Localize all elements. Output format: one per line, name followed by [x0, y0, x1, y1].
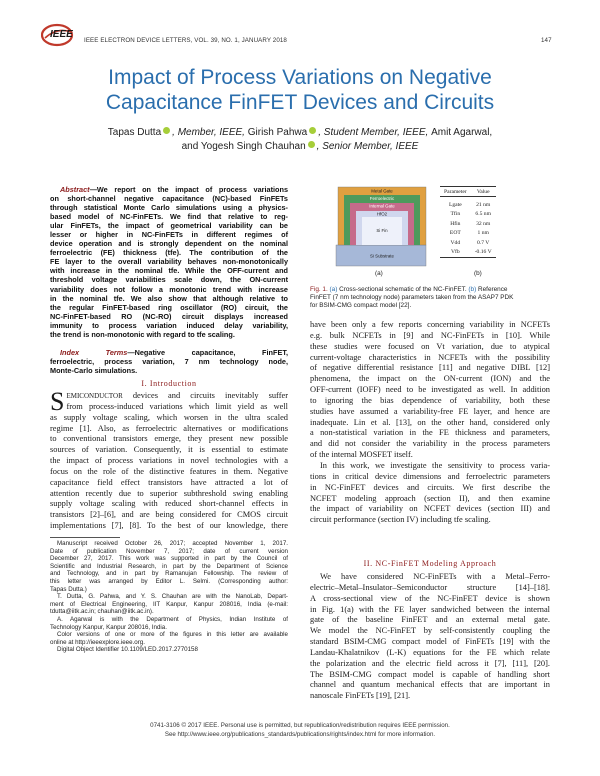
author-name: Tapas Dutta [107, 127, 162, 138]
body-line: current-voltage characteristics in NCFETs with the possibility [310, 352, 550, 362]
label-ferroelectric: Ferroelectric [369, 196, 395, 201]
caption-line [310, 286, 550, 294]
abstract-line [50, 285, 288, 294]
table-header: Parameter [444, 188, 467, 195]
intro-first-word: EMICONDUCTOR [66, 392, 123, 400]
intro-text: supply voltage scaling with reduced short-channel effects in [50, 499, 288, 509]
intro-line [50, 402, 288, 413]
intro-line [50, 445, 288, 456]
intro-text: as supply voltage scaling, which worsen in the ultra scaled [50, 412, 288, 422]
intro-text: to conventional transistors emerge, they present new possible [50, 434, 288, 444]
abstract-line [50, 185, 288, 194]
intro-line [50, 499, 288, 510]
intro-text: implementations [7], [8]. To the best of our knowledge, there [50, 521, 288, 531]
figure-1-caption [310, 286, 550, 310]
abstract-line [50, 275, 288, 284]
caption-text: Cross-sectional schematic of the NC-FinFET. [337, 286, 469, 293]
abstract-text: based model of NC-FinFETs. We find that relative to reg- [50, 212, 288, 222]
intro-line [50, 478, 288, 489]
model-line: We have considered NC-FinFETs with a Metal–Ferro- [320, 572, 550, 581]
model-line: A cross-sectional view of the NC-FinFET device is shown [310, 593, 550, 603]
footnote-line: Scientific and Industrial Research, in part by the Department of Science [50, 562, 288, 570]
body-line: of the internal MOSFET itself. [310, 450, 413, 460]
model-line: nanoscale FinFETs [19], [21]. [310, 691, 411, 701]
table-cell: 32 nm [476, 220, 491, 227]
intro-text: the impact of process variations in novel technologies with a [50, 456, 288, 466]
footnote-line: December 27, 2017. This work was supported in part by the Council of [50, 555, 288, 563]
index-terms-line [50, 357, 288, 366]
model-line: the polarization and the electric field across it [7], [11], [20]. [310, 658, 550, 668]
intro-text: devices and circuits inevitably suffer [122, 391, 288, 400]
model-line: Landau-Khalatnikov (L-K) equations for the FE which relate [310, 647, 550, 657]
nc-finfet-cross-section [334, 185, 432, 268]
table-cell: 1 nm [477, 230, 489, 237]
abstract-line [50, 303, 288, 312]
intro-line [50, 434, 288, 445]
table-cell: Hfin [450, 220, 461, 227]
index-terms [50, 348, 288, 375]
author-name: and Yogesh Singh Chauhan [181, 141, 306, 152]
author-role: , Member, IEEE, [172, 127, 248, 138]
intro-text: attention recently due to superior subthreshold swing enabling [50, 488, 288, 498]
body-line: circuit performance (section IV) including tfe scaling. [310, 515, 491, 525]
index-terms-text: Monte-Carlo simulations. [50, 366, 138, 376]
intro-line [50, 489, 288, 500]
page-number: 147 [541, 37, 552, 44]
caption-ref-b[interactable]: (b) [468, 286, 477, 293]
author-line [0, 126, 600, 140]
index-terms-text: ferroelectric, process variation, 7 nm technology node, [50, 357, 288, 367]
index-terms-text: —Negative capacitance, FinFET, [127, 348, 288, 357]
model-line: The BSIM-CMG compact model is capable of handling short [310, 669, 550, 679]
model-line: We model the NC-FinFET by self-consistently coupling the [310, 626, 550, 636]
body-line: inadequate. Lin et al. [13], on the other hand, considered only [310, 417, 550, 427]
abstract-text: ferroelectric (FE) thickness (tfe). The contribution of the [50, 248, 288, 258]
abstract-line [50, 203, 288, 212]
intro-line [50, 424, 288, 435]
table-cell: 21 nm [476, 202, 491, 209]
footnote-rule [50, 537, 120, 538]
body-line: e.g. bulk NCFETs in [9] and NC-FinFETs in [10]. While [310, 330, 550, 340]
model-line: gate of the baseline FinFET and an external metal gate. [310, 615, 550, 625]
index-terms-line [50, 348, 288, 357]
intro-line [50, 467, 288, 478]
table-row [440, 247, 496, 257]
abstract-text: NC-FinFET-based RO (NC-RO) circuit displays increased [50, 311, 288, 321]
author-role: , Student Member, IEEE, [318, 127, 432, 138]
body-line: studies have assumed a variability-free FE layer, and hence are [310, 406, 550, 416]
rights-line: See http://www.ieee.org/publications_standards/publications/rights/index.html for more information. [164, 731, 436, 738]
abstract-text: on short-channel negative capacitance (NC)-based FinFETs [50, 194, 288, 204]
abstract-line [50, 239, 288, 248]
intro-text: from process-induced variations which limit yield as well [66, 401, 288, 411]
label-metal-gate: Metal Gate [371, 188, 393, 194]
intro-text: sources of variation. Consequently, it is essential to estimate [50, 445, 288, 455]
table-cell: 6.5 nm [475, 211, 491, 218]
table-row [440, 219, 496, 228]
table-cell: 0.7 V [477, 239, 490, 246]
label-hfo2: HfO2 [376, 211, 388, 217]
table-header-row [440, 187, 496, 197]
footnote-line: ment of Electrical Engineering, IIT Kanpur, Kanpur 208016, India (e-mail: [50, 600, 288, 608]
table-cell: Vfb [450, 249, 460, 256]
abstract-line [50, 257, 288, 266]
table-cell: Lgate [448, 202, 462, 209]
label-internal-gate: Internal Gate [369, 203, 395, 209]
intro-text: capacitance field effect transistors have attracted a lot of [50, 477, 288, 487]
abstract-line [50, 330, 288, 339]
ieee-logo [41, 23, 81, 47]
intro-text: focus on the role of the distinctive features in them. Negative [50, 466, 288, 476]
index-terms-line [50, 366, 288, 375]
orcid-icon[interactable] [309, 127, 316, 134]
author-list [0, 126, 600, 154]
index-terms-lead: Index Terms [60, 348, 128, 357]
label-si-substrate: Si Substrate [370, 253, 394, 259]
body-line: NCFET modeling approach (section II), and then examine [310, 493, 550, 503]
body-line: have been only a few reports concerning variability in NCFETs [310, 320, 550, 329]
footnote-line: Manuscript received October 26, 2017; accepted November 1, 2017. [57, 540, 288, 547]
figure-1b-label: (b) [474, 270, 482, 277]
footnotes [50, 540, 288, 654]
abstract [50, 185, 288, 339]
abstract-text: ular FinFETs, the impact of geometrical variability can be [50, 221, 288, 231]
figure-1b-table [440, 186, 496, 258]
abstract-lead: Abstract [60, 185, 90, 194]
orcid-icon[interactable] [308, 141, 315, 148]
abstract-line [50, 230, 288, 239]
table-cell: -0.16 V [474, 249, 492, 256]
body-line: tions in critical device dimensions and ferroelectric parameters [310, 471, 550, 481]
model-line: in Fig. 1(a) with the FE layer sandwiched between the internal [310, 604, 550, 614]
abstract-text: through statistical Monte Carlo simulations using a physics- [50, 203, 288, 213]
title-line: Impact of Process Variations on Negative [108, 66, 492, 89]
caption-line: for BSIM-CMG compact model [22]. [310, 302, 412, 309]
caption-ref-a[interactable]: (a) [329, 286, 338, 293]
abstract-text: the regular FinFET-based ring oscillator (RO) circuit, the [50, 302, 288, 312]
footnote-line: Color versions of one or more of the figures in this letter are available [57, 631, 288, 639]
abstract-line [50, 248, 288, 257]
footnote-line: and Technology, and in part by Ramanujan Fellowship. The review of [50, 570, 288, 578]
body-line: of negative differential resistance [11] and negative DIBL [12] [310, 363, 550, 373]
table-row [440, 238, 496, 247]
table-cell: Tfin [450, 211, 461, 218]
model-line: standard BSIM-CMG compact model of FinFETs [19] with the [310, 637, 550, 647]
abstract-text: variability does not follow a monotonic trend with increase [50, 284, 288, 294]
intro-line [50, 456, 288, 467]
section-heading-introduction: I. Introduction [141, 379, 197, 388]
footnote-line: T. Dutta, G. Pahwa, and Y. S. Chauhan are with the NanoLab, Depart- [57, 593, 288, 601]
body-line: in NC-FinFET devices and circuits. We first describe the [310, 482, 550, 492]
footnote-line: Date of publication November 7, 2017; date of current version [50, 547, 288, 555]
abstract-text: FE layer to the overall variability behaves non-monotonically [50, 257, 288, 267]
abstract-text: immunity to process variation induced delay variability, [50, 320, 288, 330]
figure-1a-label: (a) [375, 270, 383, 277]
abstract-line [50, 321, 288, 330]
footnote-line: Digital Object Identifier 10.1109/LED.2017.2770158 [57, 646, 198, 654]
body-line: In this work, we investigate the sensitivity to process varia- [320, 460, 550, 470]
footnote-line: Tapas Dutta.) [50, 585, 87, 593]
caption-text: Reference [476, 286, 508, 293]
footnote-line: this letter was arranged by Editor L. Selmi. (Corresponding author: [50, 577, 288, 585]
body-line: and did not consider the variability in the process parameters [310, 439, 550, 449]
orcid-icon[interactable] [163, 127, 170, 134]
drop-cap: S [50, 387, 65, 416]
abstract-line [50, 194, 288, 203]
table-header: Value [476, 188, 490, 195]
abstract-text: —We report on the impact of process variations [89, 185, 288, 194]
footnote-line: Technology Kanpur, Kanpur 208016, India. [50, 623, 167, 631]
intro-line [50, 521, 288, 532]
footnote-line: A. Agarwal is with the Department of Physics, Indian Institute of [57, 615, 288, 623]
author-name: Girish Pahwa [247, 127, 308, 138]
body-line: phenomena, the impact on the ON-current (ION) and the [310, 374, 550, 384]
body-line: to ignoring the bias dependence of variability, both these [310, 395, 550, 405]
abstract-text: lesser or higher in NC-FinFETs in different regimes of [50, 230, 288, 240]
table-cell: Vdd [450, 239, 461, 246]
title-line: Capacitance FinFET Devices and Circuits [105, 91, 495, 114]
abstract-text: device operation and is strongly dependent on the nominal [50, 239, 288, 249]
intro-line [50, 391, 288, 402]
model-line: channel and quantum mechanical effects that are important in [310, 680, 550, 690]
introduction-text [50, 387, 288, 532]
caption-label: Fig. 1. [310, 286, 328, 293]
abstract-line [50, 312, 288, 321]
copyright-line: 0741-3106 © 2017 IEEE. Personal use is permitted, but republication/redistribution requires IEEE permission. [150, 722, 450, 729]
caption-line: FinFET (7 nm technology node) parameters taken from the ASAP7 PDK [310, 294, 514, 301]
figure-1a-schematic [334, 185, 432, 268]
right-column-text [310, 320, 550, 526]
paper-title [0, 65, 600, 115]
author-name: Amit Agarwal, [431, 127, 493, 138]
footnote-line: tdutta@iitk.ac.in; chauhan@iitk.ac.in). [50, 608, 154, 616]
abstract-text: in the nominal tfe. We also show that although relative to [50, 293, 288, 303]
body-line: the impact of variability on NCFET devices (section III) and [310, 504, 550, 514]
author-role: , Senior Member, IEEE [316, 141, 419, 152]
abstract-line [50, 221, 288, 230]
footnote-line: online at http://ieeexplore.ieee.org. [50, 638, 145, 646]
abstract-line [50, 266, 288, 275]
abstract-text: threshold voltage variabilities scale down, the ON-current [50, 275, 288, 285]
table-row [440, 197, 496, 210]
abstract-text: with increase in the nominal tfe. While the OFF-current and [50, 266, 288, 276]
table-row [440, 210, 496, 219]
author-line [0, 140, 600, 154]
abstract-line [50, 294, 288, 303]
parameter-table [440, 186, 496, 258]
abstract-line [50, 212, 288, 221]
label-si-fin: Si Fin [376, 228, 388, 233]
body-line: these studies were focused on Vt variation, due to atypical [310, 341, 550, 351]
intro-text: regime [1]. Also, as ferroelectric alternatives or modifications [50, 423, 288, 433]
model-line: electric–Metal–Insulator–Semiconductor structure [14]–[18]. [310, 582, 550, 592]
journal-header: IEEE ELECTRON DEVICE LETTERS, VOL. 39, NO. 1, JANUARY 2018 [84, 37, 287, 44]
table-row [440, 229, 496, 238]
section-heading-model: II. NC-FinFET Modeling Approach [363, 559, 497, 568]
body-line: OFF-current (IOFF) need to be investigated as well. In addition [310, 385, 550, 395]
table-cell: EOT [449, 230, 461, 237]
intro-line [50, 510, 288, 521]
intro-text: transistors [2]–[6], and are being considered for CMOS circuit [50, 510, 288, 520]
ieee-logo-text: IEEE [50, 29, 73, 40]
modeling-text [310, 572, 550, 702]
body-line: a non-statistical variation in the FE thickness and parameters, [310, 428, 550, 438]
intro-line [50, 413, 288, 424]
abstract-text: the trend is non-monotonic with regard to tfe scaling. [50, 329, 235, 339]
